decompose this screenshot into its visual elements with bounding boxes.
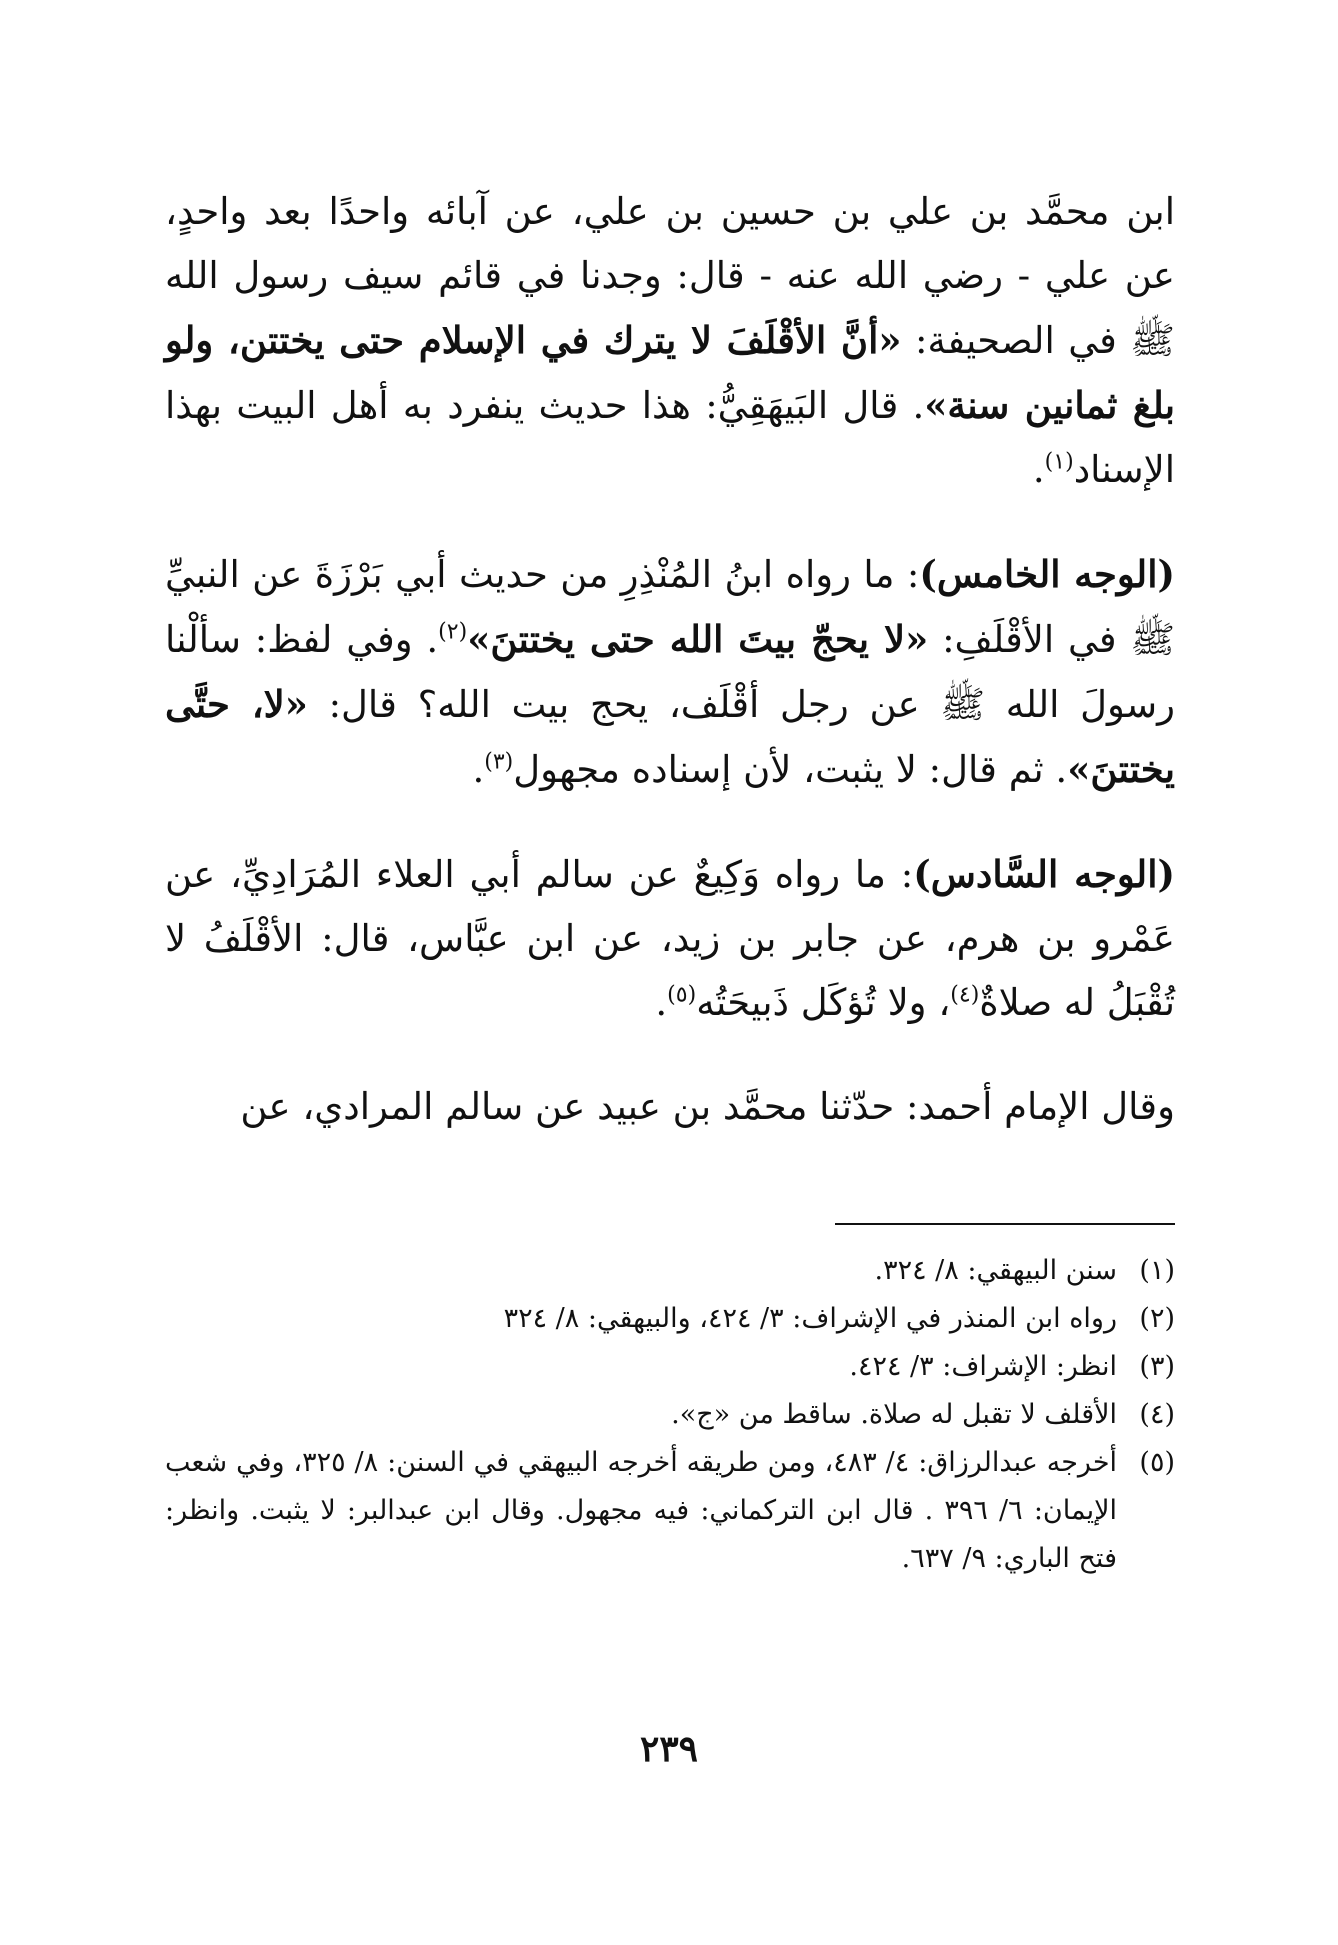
text-run: . قال البَيهَقِيُّ: هذا حديث ينفرد به أهل البيت بهذا الإسناد [165, 384, 1175, 491]
footnote-item [165, 1391, 1175, 1439]
footnote-item [165, 1247, 1175, 1295]
footnote-number: (٢) [1139, 1303, 1175, 1334]
footnote-text: انظر: الإشراف: ٣/ ٤٢٤. [849, 1351, 1117, 1382]
section-heading: (الوجه السَّادس) [913, 852, 1175, 896]
footnote-text: سنن البيهقي: ٨/ ٣٢٤. [874, 1255, 1117, 1286]
text-run: . [472, 748, 485, 791]
footnote-number: (٤) [1139, 1399, 1175, 1430]
text-run: : ما رواه وَكِيعٌ عن سالم أبي العلاء المُرَادِيِّ، عن عَمْرو بن هرم، عن جابر بن زيد، عن ابن عبَّاس، قال: الأقْلَفُ لا تُقْبَلُ له صلاةٌ [165, 853, 1175, 1024]
text-run: . [655, 981, 668, 1024]
section-heading: (الوجه الخامس) [919, 552, 1175, 596]
paragraph [165, 1075, 1175, 1139]
footnotes [165, 1247, 1175, 1583]
paragraph [165, 842, 1175, 1035]
footnote-ref: (٣) [484, 749, 514, 775]
footnote-text: رواه ابن المنذر في الإشراف: ٣/ ٤٢٤، والبيهقي: ٨/ ٣٢٤ [503, 1303, 1117, 1334]
footnote-number: (١) [1139, 1255, 1175, 1286]
footnote-ref: (١) [1044, 449, 1074, 475]
page-number: ٢٣٩ [639, 1728, 698, 1770]
text-run: وقال الإمام أحمد: حدّثنا محمَّد بن عبيد عن سالم المرادي، عن [240, 1085, 1175, 1128]
footnote-item [165, 1439, 1175, 1583]
footnote-item [165, 1295, 1175, 1343]
text-run: ابن محمَّد بن علي بن حسين بن علي، عن آبائه واحدًا بعد واحدٍ، عن علي - رضي الله عنه - قال: وجدنا في قائم سيف رسول الله ﷺ في الصحيفة: [165, 190, 1175, 362]
footnote-text: الأقلف لا تقبل له صلاة. ساقط من «ج». [671, 1399, 1117, 1430]
page-body [165, 180, 1175, 1139]
text-run: . ثم قال: لا يثبت، لأن إسناده مجهول [513, 748, 1068, 791]
footnote-item [165, 1343, 1175, 1391]
text-run: . وفي لفظ: سألْنا رسولَ الله ﷺ عن رجل أقْلَف، يحج بيت الله؟ قال: [165, 618, 1175, 726]
footnote-divider [835, 1223, 1175, 1225]
footnote-number: (٣) [1139, 1351, 1175, 1382]
footnote-number: (٥) [1139, 1447, 1175, 1478]
text-run: . [1032, 448, 1045, 491]
quoted-hadith: «لا يحجّ بيتَ الله حتى يختتنَ» [467, 617, 929, 661]
text-run: : ما رواه ابنُ المُنْذِرِ من حديث أبي بَرْزَةَ عن النبيِّ ﷺ في الأقْلَفِ: [165, 553, 1176, 661]
footnote-ref: (٥) [667, 982, 697, 1008]
quoted-hadith: «لا، حتَّى يختتنَ» [165, 682, 1175, 791]
quoted-hadith: «أنَّ الأقْلَفَ لا يترك في الإسلام حتى يختتن، ولو بلغ ثمانين سنة» [165, 318, 1175, 427]
footnote-text: أخرجه عبدالرزاق: ٤/ ٤٨٣، ومن طريقه أخرجه البيهقي في السنن: ٨/ ٣٢٥، وفي شعب الإيمان: ٦/ ٣٩٦ . قال ابن التركماني: فيه مجهول. وقال ابن عبدالبر: لا يثبت. وانظر: فتح الباري: ٩/ ٦٣٧. [165, 1447, 1118, 1574]
paragraph [165, 542, 1175, 802]
text-run: ، ولا تُؤكَل ذَبيحَتُه [696, 981, 951, 1024]
footnote-ref: (٤) [950, 982, 980, 1008]
footnote-ref: (٢) [438, 619, 468, 645]
paragraph [165, 180, 1175, 502]
